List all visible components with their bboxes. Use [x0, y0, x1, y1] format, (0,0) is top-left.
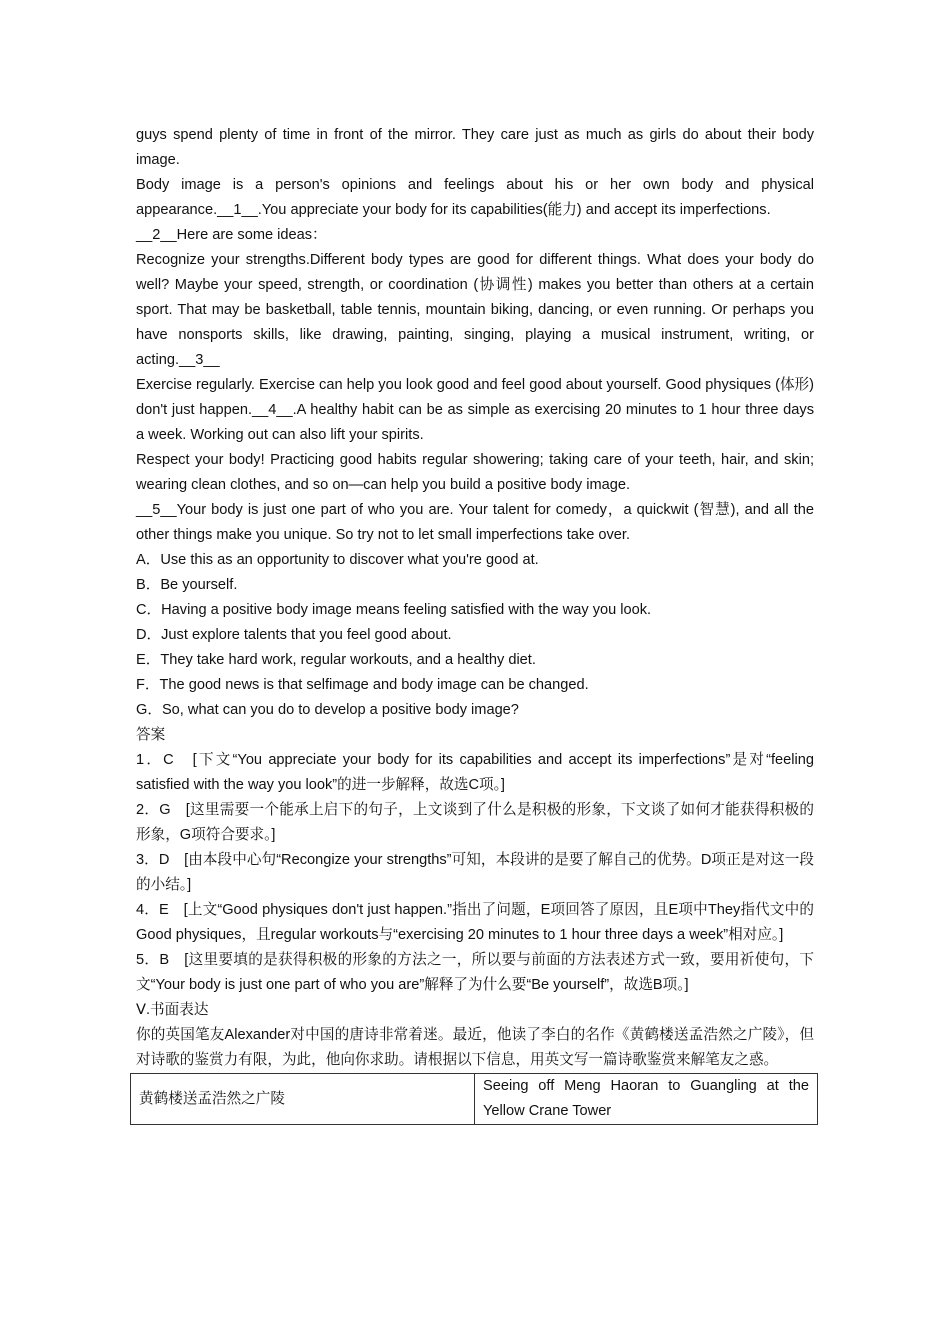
option-d: D．Just explore talents that you feel good about. — [136, 627, 452, 643]
answer-2: 2．G [这里需要一个能承上启下的句子，上文谈到了什么是积极的形象，下文谈了如何才能获得积极的形象，G项符合要求。] — [136, 802, 814, 843]
poem-title-chinese: 黄鹤楼送孟浩然之广陵 — [131, 1074, 475, 1125]
answer-1: 1．C [下文“You appreciate your body for its capabilities and accept its imperfections”是对“feeling satisfied with the way you look”的进一步解释，故选C项。] — [136, 752, 814, 793]
option-g: G．So, what can you do to develop a positive body image? — [136, 702, 519, 718]
passage-paragraph-4: Recognize your strengths.Different body types are good for different things. What does your body do well? Maybe your speed, strength, or coordination (协调性) makes you better than others at a certain sport. That may be basketball, table tennis, mountain biking, dancing, or even running. Or perhaps you have nonsports skills, like drawing, painting, singing, playing a musical instrument, writing, or acting.__3__ — [136, 252, 814, 368]
option-b: B．Be yourself. — [136, 577, 238, 593]
option-a: A．Use this as an opportunity to discover what you're good at. — [136, 552, 539, 568]
passage-paragraph-2: Body image is a person's opinions and feelings about his or her own body and physical appearance.__1__.You appreciate your body for its capabilities(能力) and accept its imperfections. — [136, 177, 814, 218]
passage-paragraph-5: Exercise regularly. Exercise can help you look good and feel good about yourself. Good physiques (体形) don't just happen.__4__.A healthy habit can be as simple as exercising 20 minutes to 1 hour three days a week. Working out can also lift your spirits. — [136, 377, 814, 443]
option-f: F．The good news is that selfimage and body image can be changed. — [136, 677, 589, 693]
table-row — [131, 1074, 818, 1125]
answer-3: 3．D [由本段中心句“Recongize your strengths”可知，本段讲的是要了解自己的优势。D项正是对这一段的小结。] — [136, 852, 814, 893]
answer-5: 5．B [这里要填的是获得积极的形象的方法之一，所以要与前面的方法表述方式一致，要用祈使句，下文“Your body is just one part of who you are”解释了为什么要“Be yourself”，故选B项。] — [136, 952, 814, 993]
answers-heading: 答案 — [136, 727, 166, 743]
passage-paragraph-6: Respect your body! Practicing good habits regular showering; taking care of your teeth, hair, and skin; wearing clean clothes, and so on—can help you build a positive body image. — [136, 452, 814, 493]
writing-prompt: 你的英国笔友Alexander对中国的唐诗非常着迷。最近，他读了李白的名作《黄鹤楼送孟浩然之广陵》，但对诗歌的鉴赏力有限，为此，他向你求助。请根据以下信息，用英文写一篇诗歌鉴赏来解笔友之惑。 — [136, 1027, 814, 1068]
document-page — [136, 123, 814, 1125]
writing-heading: Ⅴ.书面表达 — [136, 1002, 209, 1018]
passage-paragraph-7: __5__Your body is just one part of who you are. Your talent for comedy，a quickwit (智慧), and all the other things make you unique. So try not to let small imperfections take over. — [136, 502, 814, 543]
passage-paragraph-1: guys spend plenty of time in front of the mirror. They care just as much as girls do about their body image. — [136, 127, 814, 168]
option-e: E．They take hard work, regular workouts, and a healthy diet. — [136, 652, 536, 668]
passage-paragraph-3: __2__Here are some ideas： — [136, 227, 327, 243]
poem-title-table — [130, 1073, 818, 1125]
answer-4: 4．E [上文“Good physiques don't just happen.”指出了问题，E项回答了原因，且E项中They指代文中的Good physiques，且regular workouts与“exercising 20 minutes to 1 hour three days a week”相对应。] — [136, 902, 814, 943]
option-c: C．Having a positive body image means feeling satisfied with the way you look. — [136, 602, 652, 618]
poem-title-english: Seeing off Meng Haoran to Guangling at the Yellow Crane Tower — [475, 1074, 818, 1125]
